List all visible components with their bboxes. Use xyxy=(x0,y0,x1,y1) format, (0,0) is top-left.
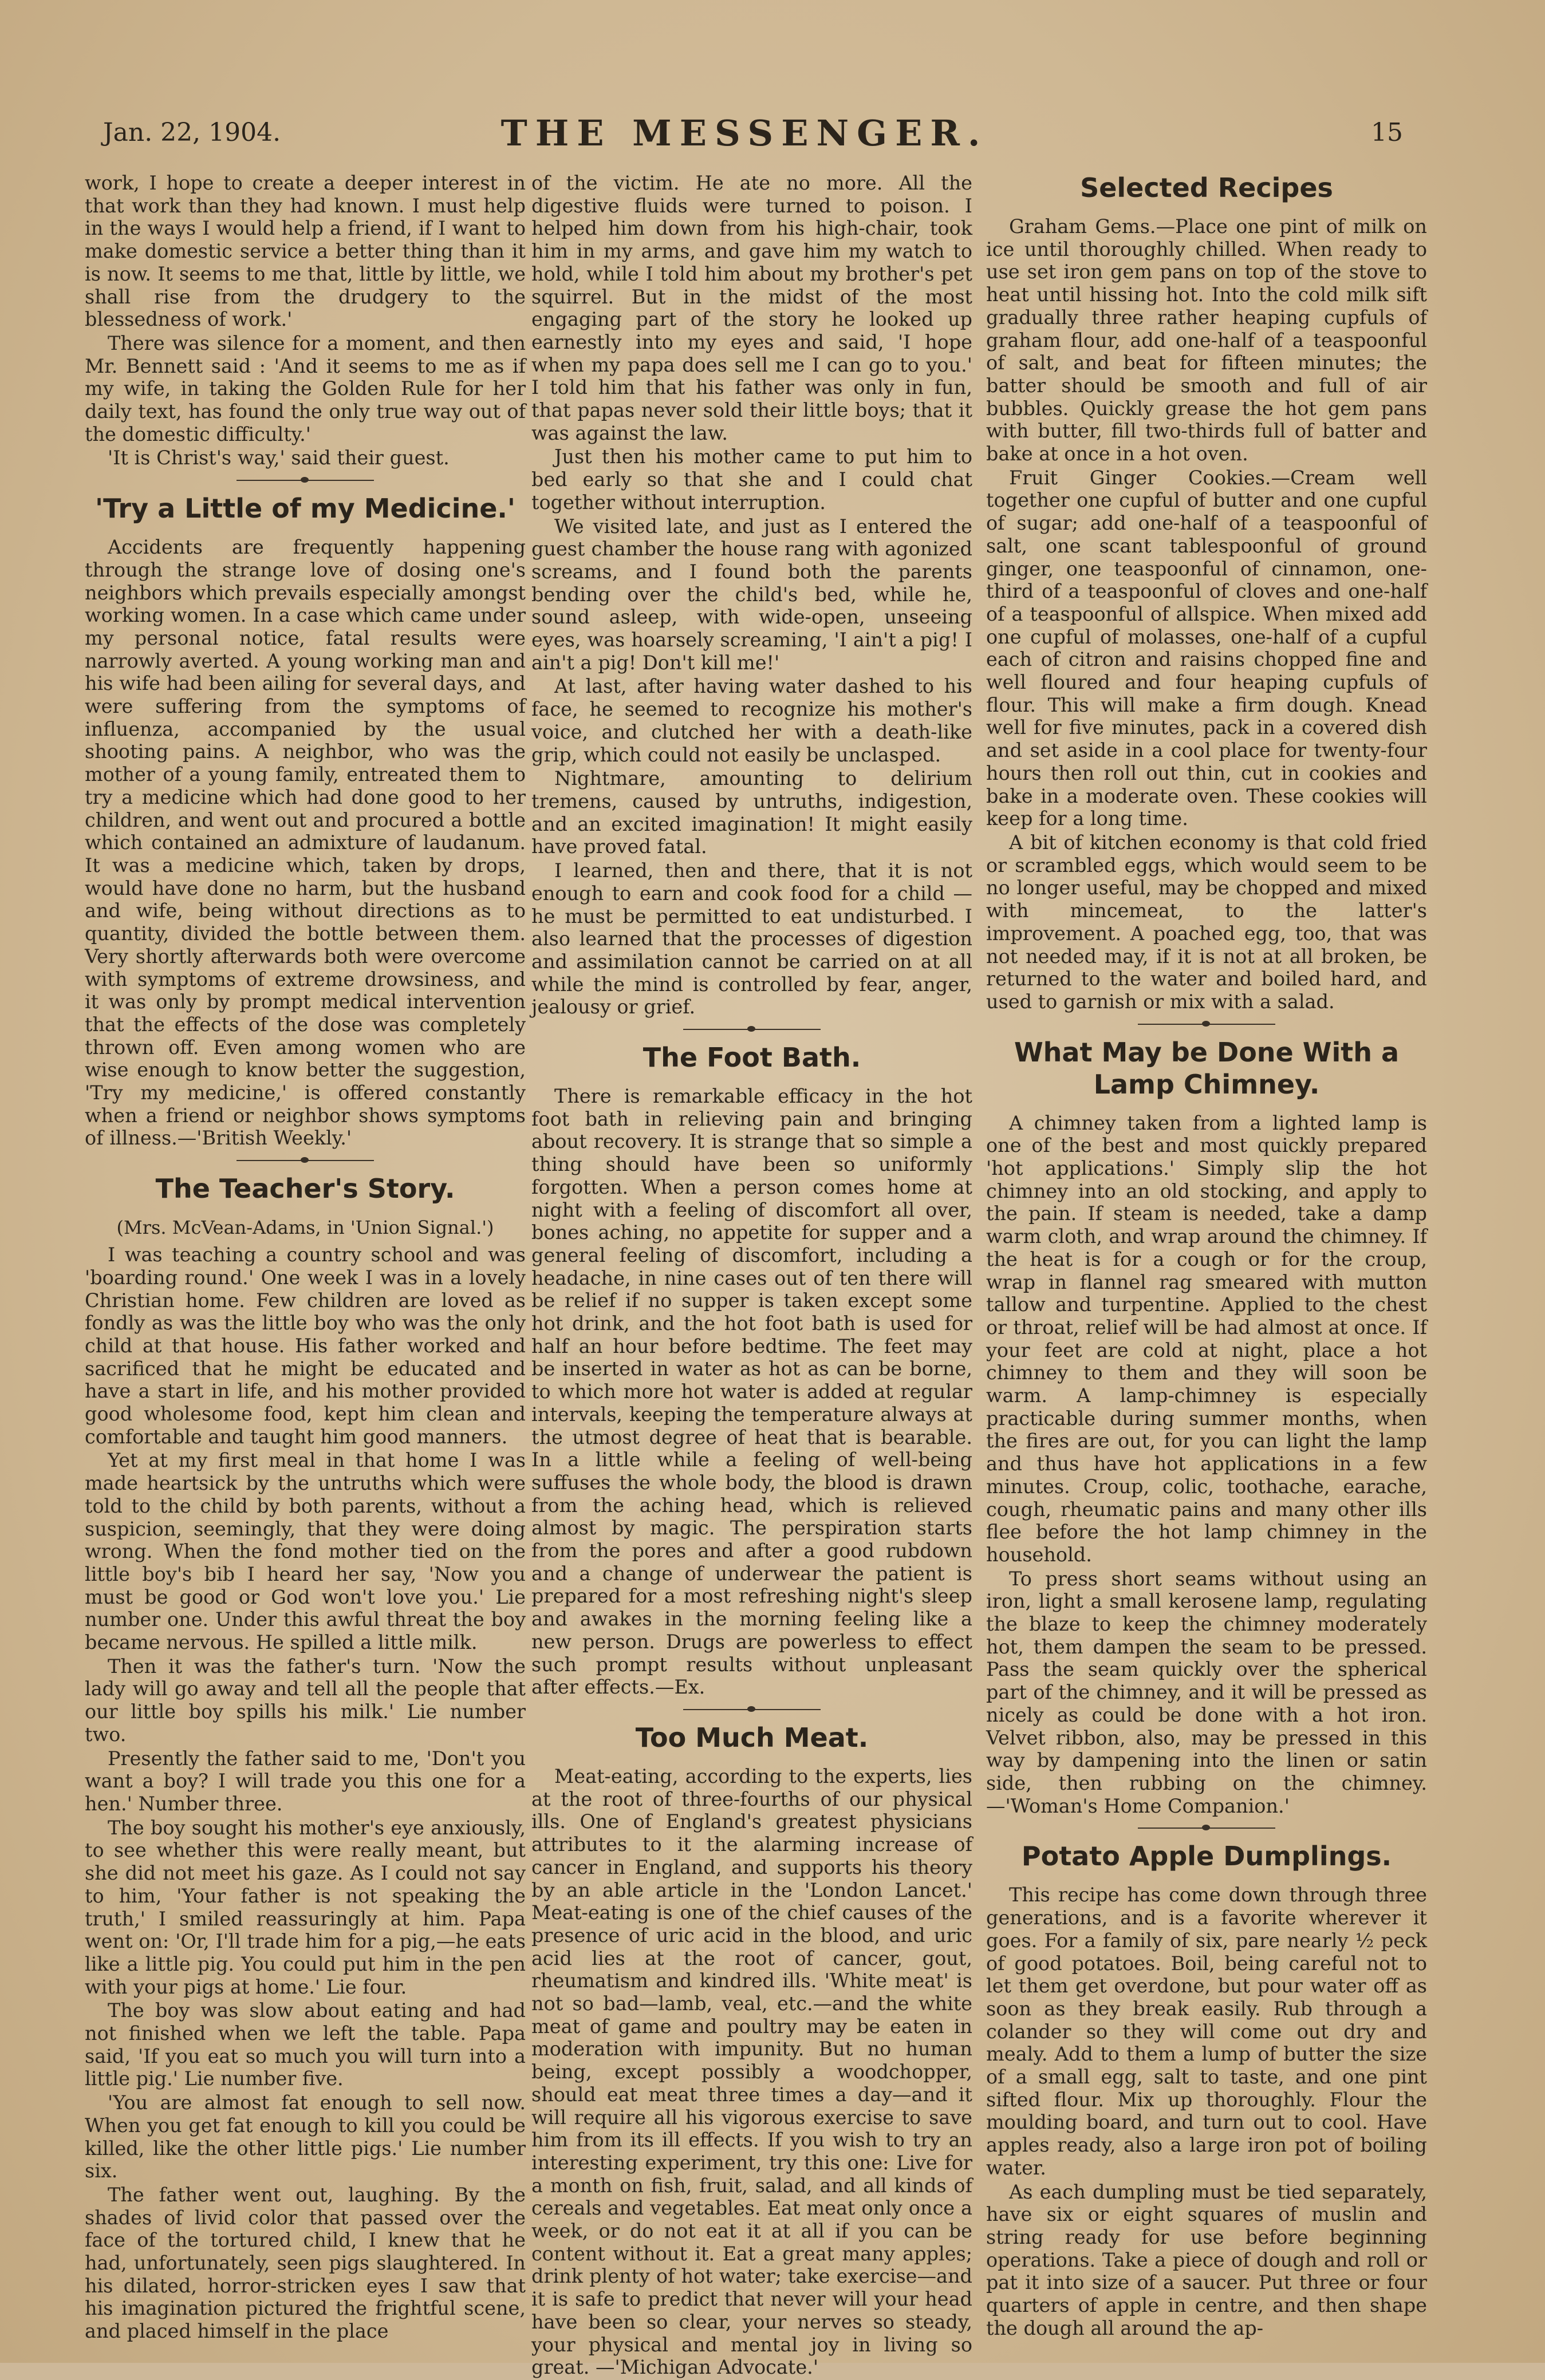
article-text: There was silence for a moment, and then Mr. Bennett said : 'And it seems to me as if my wife, in taking the Golden Rule for her daily text, has found the only true way out of the domestic difficulty.' xyxy=(85,331,526,445)
article-text: The boy was slow about eating and had not finished when we left the table. Papa said, 'If you eat so much you will turn into a little pig.' Lie number five. xyxy=(85,1999,526,2090)
column-1 xyxy=(85,172,526,2344)
article-text: As each dumpling must be tied separately, have six or eight squares of muslin and string ready for use before beginning operations. Take a piece of dough and roll or pat it into size of a saucer. Put three or four quarters of apple in centre, and then shape the dough all around the ap- xyxy=(986,2180,1427,2339)
section-divider xyxy=(1138,1024,1275,1025)
column-3 xyxy=(986,172,1427,2340)
article-text: Yet at my first meal in that home I was made heartsick by the untruths which were told to the child by both parents, without a suspicion, seemingly, that they were doing wrong. When the fond mother tied on the little boy's bib I heard her say, 'Now you must be good or God won't love you.' Lie number one. Under this awful threat the boy became nervous. He spilled a little milk. xyxy=(85,1449,526,1654)
column-2 xyxy=(531,172,972,2380)
article-text: Graham Gems.—Place one pint of milk on ice until thoroughly chilled. When ready to use set iron gem pans on top of the stove to heat until hissing hot. Into the cold milk sift gradually three rather heaping cupfuls of graham flour, add one-half of a teaspoonful of salt, and beat for fifteen minutes; the batter should be smooth and full of air bubbles. Quickly grease the hot gem pans with butter, fill two-thirds full of batter and bake at once in a hot oven. xyxy=(986,215,1427,465)
article-text: We visited late, and just as I entered the guest chamber the house rang with agonized screams, and I found both the parents bending over the child's bed, while he, sound asleep, with wide-open, unseeing eyes, was hoarsely screaming, 'I ain't a pig! I ain't a pig! Don't kill me!' xyxy=(531,515,972,674)
article-text: Meat-eating, according to the experts, lies at the root of three-fourths of our physical ills. One of England's greatest physicians attributes to it the alarming increase of cancer in England, and supports his theory by an able article in the 'London Lancet.' Meat-eating is one of the chief causes of the presence of uric acid in the blood, and uric acid lies at the root of cancer, gout, rheumatism and kindred ills. 'White meat' is not so bad—lamb, veal, etc.—and the white meat of game and poultry may be eaten in moderation with impunity. But no human being, except possibly a woodchopper, should eat meat three times a day—and it will require all his vigorous exercise to save him from its ill effects. If you wish to try an interesting experiment, try this one: Live for a month on fish, fruit, salad, and all kinds of cereals and vegetables. Eat meat only once a week, or do not eat it at all if you can be content without it. Eat a great many apples; drink plenty of hot water; take exercise—and it is safe to predict that never will your head have been so clear, your nerves so steady, your physical and mental joy in living so great. —'Michigan Advocate.' xyxy=(531,1765,972,2379)
section-divider xyxy=(1138,1828,1275,1829)
article-text: Presently the father said to me, 'Don't you want a boy? I will trade you this one for a hen.' Number three. xyxy=(85,1747,526,1815)
article-text: 'You are almost fat enough to sell now. When you get fat enough to kill you could be killed, like the other little pigs.' Lie number six. xyxy=(85,2091,526,2182)
article-text: To press short seams without using an iron, light a small kerosene lamp, regulating the blaze to keep the chimney moderately hot, them dampen the seam to be pressed. Pass the seam quickly over the spherical part of the chimney, and it will be pressed as nicely as could be done with a hot iron. Velvet ribbon, also, may be pressed in this way by dampening into the linen or satin side, then rubbing on the chimney.—'Woman's Home Companion.' xyxy=(986,1567,1427,1817)
article-text: The boy sought his mother's eye anxiously, to see whether this were really meant, but she did not meet his gaze. As I could not say to him, 'Your father is not speaking the truth,' I smiled reassuringly at him. Papa went on: 'Or, I'll trade him for a pig,—he eats like a little pig. You could put him in the pen with your pigs at home.' Lie four. xyxy=(85,1816,526,1998)
article-text: work, I hope to create a deeper interest in that work than they had known. I must help in the ways I would help a friend, if I want to make domestic service a better thing than it is now. It seems to me that, little by little, we shall rise from the drudgery to the blessedness of work.' xyxy=(85,172,526,331)
section-divider xyxy=(683,1029,821,1030)
article-text: This recipe has come down through three generations, and is a favorite wherever it goes. For a family of six, pare nearly ½ peck of good potatoes. Boil, being careful not to let them get overdone, but pour water off as soon as they break easily. Rub through a colander so they will come out dry and mealy. Add to them a lump of butter the size of a small egg, salt to taste, and one pint sifted flour. Mix up thoroughly. Flour the moulding board, and turn out to cool. Have apples ready, also a large iron pot of boiling water. xyxy=(986,1884,1427,2179)
page-number: 15 xyxy=(1371,118,1403,147)
article-text: Just then his mother came to put him to bed early so that she and I could chat together without interruption. xyxy=(531,445,972,514)
article-byline: (Mrs. McVean-Adams, in 'Union Signal.') xyxy=(116,1217,494,1239)
article-text: The father went out, laughing. By the shades of livid color that passed over the face of the tortured child, I knew that he had, unfortunately, seen pigs slaughtered. In his dilated, horror-stricken eyes I saw that his imagination pictured the frightful scene, and placed himself in the place xyxy=(85,2183,526,2343)
article-text: Nightmare, amounting to delirium tremens, caused by untruths, indigestion, and an excited imagination! It might easily have proved fatal. xyxy=(531,767,972,858)
newspaper-title: THE MESSENGER. xyxy=(500,112,988,154)
masthead xyxy=(86,112,1403,158)
issue-date: Jan. 22, 1904. xyxy=(103,118,281,147)
article-title: 'Try a Little of my Medicine.' xyxy=(95,493,515,524)
article-text: of the victim. He ate no more. All the digestive fluids were turned to poison. I helped him down from his high-chair, took him in my arms, and gave him my watch to hold, while I told him about my brother's pet squirrel. But in the midst of the most engaging part of the story he looked up earnestly into my eyes and said, 'I hope when my papa does sell me I can go to you.' I told him that his father was only in fun, that papas never sold their little boys; that it was against the law. xyxy=(531,172,972,444)
article-text: I was teaching a country school and was 'boarding round.' One week I was in a lovely Christian home. Few children are loved as fondly as was the little boy who was the only child at that house. His father worked and sacrificed that he might be educated and have a start in life, and his mother provided good wholesome food, kept him clean and comfortable and taught him good manners. xyxy=(85,1244,526,1448)
article-text: Accidents are frequently happening through the strange love of dosing one's neighbors which prevails especially amongst working women. In a case which came under my personal notice, fatal results were narrowly averted. A young working man and his wife had been ailing for several days, and were suffering from the symptoms of influenza, accompanied by the usual shooting pains. A neighbor, who was the mother of a young family, entreated them to try a medicine which had done good to her children, and went out and procured a bottle which contained an admixture of laudanum. It was a medicine which, taken by drops, would have done no harm, but the husband and wife, being without directions as to quantity, divided the bottle between them. Very shortly afterwards both were overcome with symptoms of extreme drowsiness, and it was only by prompt medical intervention that the effects of the dose was completely thrown off. Even among women who are wise enough to know better the suggestion, 'Try my medicine,' is offered constantly when a friend or neighbor shows symptoms of illness.—'British Weekly.' xyxy=(85,536,526,1150)
article-text: 'It is Christ's way,' said their guest. xyxy=(108,447,450,469)
article-text: A bit of kitchen economy is that cold fried or scrambled eggs, which would seem to be no longer useful, may be chopped and mixed with mincemeat, to the latter's improvement. A poached egg, too, that was not needed may, if it is not at all broken, be returned to the water and boiled hard, and used to garnish or mix with a salad. xyxy=(986,831,1427,1013)
article-text: A chimney taken from a lighted lamp is one of the best and most quickly prepared 'hot applications.' Simply slip the hot chimney into an old stocking, and apply to the pain. If steam is needed, take a damp warm cloth, and wrap around the chimney. If the heat is for a cough or for the croup, wrap in flannel rag smeared with mutton tallow and turpentine. Applied to the chest or throat, relief will be had almost at once. If your feet are cold at night, place a hot chimney to them and they will soon be warm. A lamp-chimney is especially practicable during summer months, when the fires are out, for you can light the lamp and thus have hot applications in a few minutes. Croup, colic, toothache, earache, cough, rheumatic pains and many other ills flee before the hot lamp chimney in the household. xyxy=(986,1111,1427,1566)
article-title: The Teacher's Story. xyxy=(155,1173,455,1205)
section-divider xyxy=(237,1160,374,1161)
article-title: The Foot Bath. xyxy=(643,1042,861,1073)
article-title: What May be Done With a Lamp Chimney. xyxy=(1014,1036,1400,1100)
article-text: At last, after having water dashed to his face, he seemed to recognize his mother's voice, and clutched her with a death-like grip, which could not easily be unclasped. xyxy=(531,675,972,766)
article-text: There is remarkable efficacy in the hot foot bath in relieving pain and bringing about recovery. It is strange that so simple a thing should have been so uniformly forgotten. When a person comes home at night with a feeling of discomfort all over, bones aching, no appetite for supper and a general feeling of discomfort, including a headache, in nine cases out of ten there will be relief if no supper is taken except some hot drink, and the hot foot bath is used for half an hour before bedtime. The feet may be inserted in water as hot as can be borne, to which more hot water is added at regular intervals, keeping the temperature always at the utmost degree of heat that is bearable. In a little while a feeling of well-being suffuses the whole body, the blood is drawn from the aching head, which is relieved almost by magic. The perspiration starts from the pores and after a good rubdown and a change of underwear the patient is prepared for a most refreshing night's sleep and awakes in the morning feeling like a new person. Drugs are powerless to effect such prompt results without unpleasant after effects.—Ex. xyxy=(531,1085,972,1699)
article-text: Fruit Ginger Cookies.—Cream well together one cupful of butter and one cupful of sugar; add one-half of a teaspoonful of salt, one scant tablespoonful of ground ginger, one teaspoonful of cinnamon, one-third of a teaspoonful of cloves and one-half of a teaspoonful of allspice. When mixed add one cupful of molasses, one-half of a cupful each of citron and raisins chopped fine and well floured and four heaping cupfuls of flour. This will make a firm dough. Knead well for five minutes, pack in a covered dish and set aside in a cool place for twenty-four hours then roll out thin, cut in cookies and bake in a moderate oven. These cookies will keep for a long time. xyxy=(986,466,1427,830)
article-text: Then it was the father's turn. 'Now the lady will go away and tell all the people that our little boy spills his milk.' Lie number two. xyxy=(85,1655,526,1746)
article-title: Potato Apple Dumplings. xyxy=(1021,1841,1392,1872)
section-divider xyxy=(683,1709,821,1710)
article-title: Selected Recipes xyxy=(1080,172,1333,203)
article-title: Too Much Meat. xyxy=(635,1722,869,1753)
article-text: I learned, then and there, that it is not enough to earn and cook food for a child —he must be permitted to eat undisturbed. I also learned that the processes of digestion and assimilation cannot be carried on at all while the mind is controlled by fear, anger, jealousy or grief. xyxy=(531,859,972,1019)
section-divider xyxy=(237,480,374,481)
